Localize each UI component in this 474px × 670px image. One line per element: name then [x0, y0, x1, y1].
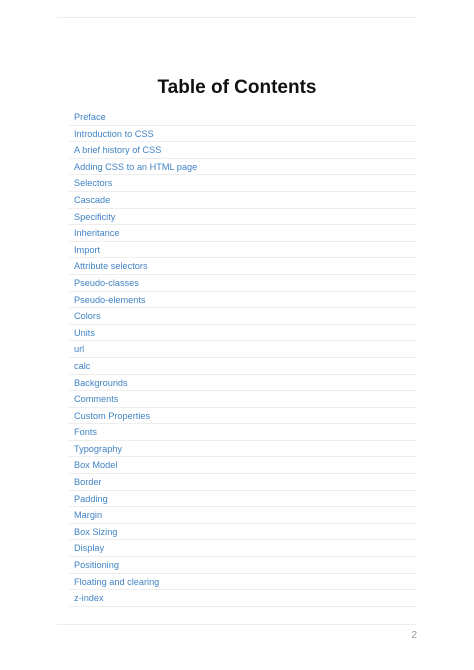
toc-item: [69, 109, 416, 126]
page-number: 2: [411, 630, 417, 641]
toc-link[interactable]: calc: [74, 360, 91, 371]
toc-item: [69, 175, 416, 192]
toc-link[interactable]: Colors: [74, 311, 101, 322]
toc-link[interactable]: Introduction to CSS: [74, 128, 154, 139]
toc-link[interactable]: Positioning: [74, 560, 119, 571]
toc-item: [69, 242, 416, 259]
toc-item: [69, 457, 416, 474]
page-title: Table of Contents: [157, 77, 317, 98]
toc-item: [69, 540, 416, 557]
toc-link[interactable]: Margin: [74, 510, 103, 521]
toc-item: [69, 325, 416, 342]
toc-link[interactable]: Selectors: [74, 178, 113, 189]
toc-item: [69, 375, 416, 392]
toc-link[interactable]: Box Model: [74, 460, 118, 471]
toc-link[interactable]: Inheritance: [74, 228, 120, 239]
toc-link[interactable]: Padding: [74, 493, 108, 504]
toc-link[interactable]: Preface: [74, 112, 106, 122]
toc-item: [69, 341, 416, 358]
toc-item: [69, 358, 416, 375]
toc-link[interactable]: Specificity: [74, 211, 116, 222]
table-of-contents: [69, 109, 416, 607]
toc-link[interactable]: Fonts: [74, 427, 97, 438]
toc-item: [69, 308, 416, 325]
toc-item: [69, 192, 416, 209]
toc-item: [69, 590, 416, 607]
toc-item: [69, 491, 416, 508]
toc-item: [69, 126, 416, 143]
toc-item: [69, 391, 416, 408]
toc-item: [69, 209, 416, 226]
header-divider: [57, 17, 416, 18]
toc-link[interactable]: Comments: [74, 394, 119, 405]
toc-link[interactable]: Custom Properties: [74, 410, 151, 421]
toc-link[interactable]: z-index: [74, 593, 104, 604]
toc-item: [69, 258, 416, 275]
toc-item: [69, 524, 416, 541]
toc-link[interactable]: Box Sizing: [74, 526, 118, 537]
footer-divider: [57, 624, 416, 625]
toc-item: [69, 474, 416, 491]
toc-item: [69, 507, 416, 524]
toc-link[interactable]: Display: [74, 543, 105, 554]
toc-link[interactable]: Backgrounds: [74, 377, 128, 388]
toc-link[interactable]: Import: [74, 244, 101, 255]
toc-link[interactable]: Cascade: [74, 194, 111, 205]
toc-item: [69, 441, 416, 458]
toc-link[interactable]: Pseudo-classes: [74, 277, 139, 288]
toc-item: [69, 424, 416, 441]
toc-item: [69, 225, 416, 242]
toc-link[interactable]: Border: [74, 477, 102, 488]
toc-item: [69, 275, 416, 292]
toc-link[interactable]: Typography: [74, 443, 123, 454]
toc-link[interactable]: A brief history of CSS: [74, 145, 162, 156]
toc-item: [69, 292, 416, 309]
toc-link[interactable]: Attribute selectors: [74, 261, 148, 272]
toc-item: [69, 557, 416, 574]
toc-item: [69, 142, 416, 159]
toc-link[interactable]: Adding CSS to an HTML page: [74, 161, 198, 172]
toc-link[interactable]: url: [74, 344, 85, 355]
toc-link[interactable]: Floating and clearing: [74, 576, 160, 587]
toc-item: [69, 574, 416, 591]
toc-link[interactable]: Units: [74, 327, 95, 338]
toc-item: [69, 159, 416, 176]
toc-item: [69, 408, 416, 425]
toc-link[interactable]: Pseudo-elements: [74, 294, 146, 305]
